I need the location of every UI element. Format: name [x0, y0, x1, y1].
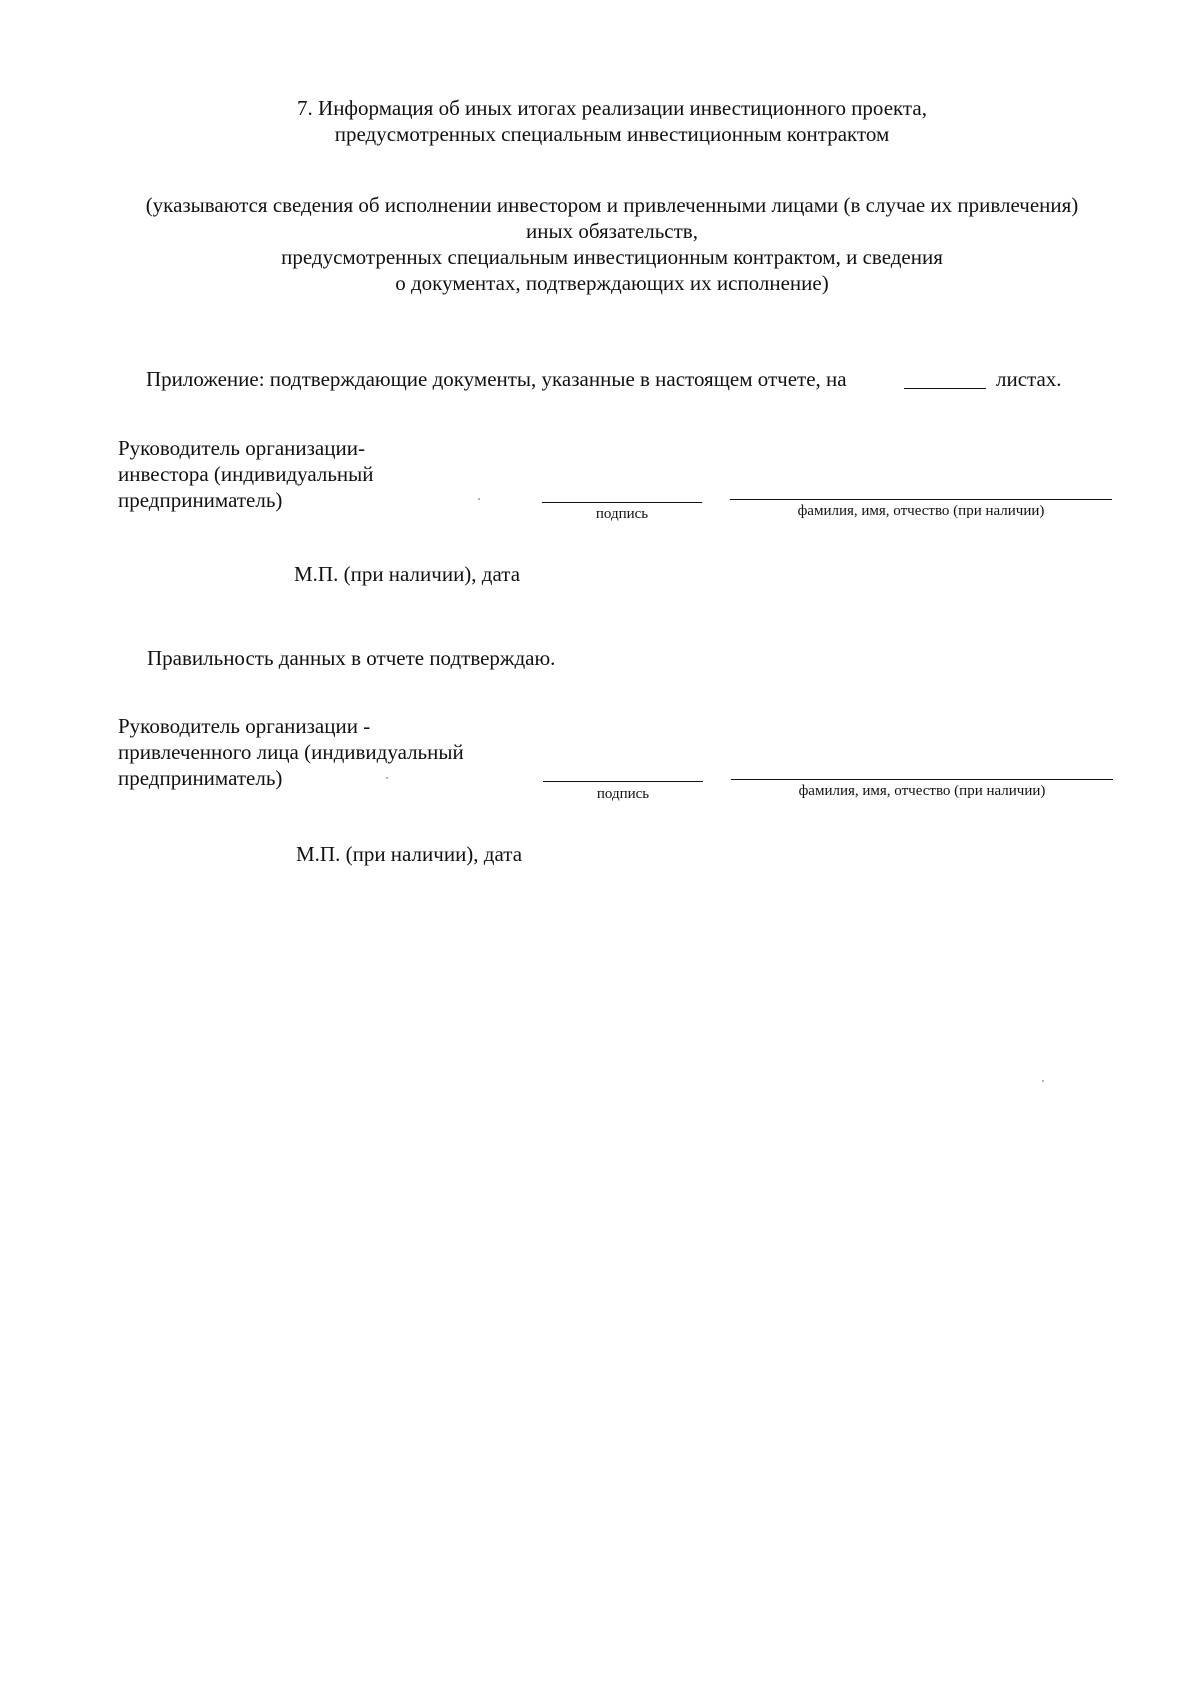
- investor-role-line2: инвестора (индивидуальный: [118, 462, 374, 486]
- scan-speck: [478, 498, 480, 500]
- investor-seal-date: М.П. (при наличии), дата: [294, 562, 521, 586]
- section-title-line2: предусмотренных специальным инвестиционным контрактом: [334, 122, 890, 146]
- investor-signature-caption: подпись: [595, 506, 649, 522]
- attracted-name-caption: фамилия, имя, отчество (при наличии): [798, 783, 1046, 799]
- attracted-signature-line[interactable]: [543, 781, 703, 782]
- sheet-count-blank[interactable]: [904, 388, 986, 389]
- instruction-line2: иных обязательств,: [526, 219, 698, 243]
- investor-role-line3: предприниматель): [118, 488, 283, 512]
- attachment-sheets-label: листах.: [996, 367, 1062, 391]
- attracted-role-line1: Руководитель организации -: [118, 714, 371, 738]
- instruction-line3: предусмотренных специальным инвестиционным контрактом, и сведения: [281, 245, 943, 269]
- attracted-role-line2: привлеченного лица (индивидуальный: [118, 740, 464, 764]
- confirmation-text: Правильность данных в отчете подтверждаю.: [147, 646, 556, 670]
- attracted-signature-caption: подпись: [596, 786, 650, 802]
- attachment-text: Приложение: подтверждающие документы, указанные в настоящем отчете, на: [146, 367, 847, 391]
- attracted-seal-date: М.П. (при наличии), дата: [296, 842, 523, 866]
- investor-name-caption: фамилия, имя, отчество (при наличии): [797, 503, 1045, 519]
- scan-speck: [386, 777, 388, 779]
- attracted-role-line3: предприниматель): [118, 766, 283, 790]
- instruction-line4: о документах, подтверждающих их исполнение): [395, 271, 829, 295]
- scan-speck: [1042, 1080, 1044, 1082]
- attracted-name-line[interactable]: [731, 779, 1113, 780]
- investor-role-line1: Руководитель организации-: [118, 436, 365, 460]
- section-title-line1: 7. Информация об иных итогах реализации инвестиционного проекта,: [297, 96, 927, 120]
- investor-signature-line[interactable]: [542, 502, 702, 503]
- instruction-line1: (указываются сведения об исполнении инвестором и привлеченными лицами (в случае их привлечения): [145, 193, 1079, 217]
- investor-name-line[interactable]: [730, 499, 1112, 500]
